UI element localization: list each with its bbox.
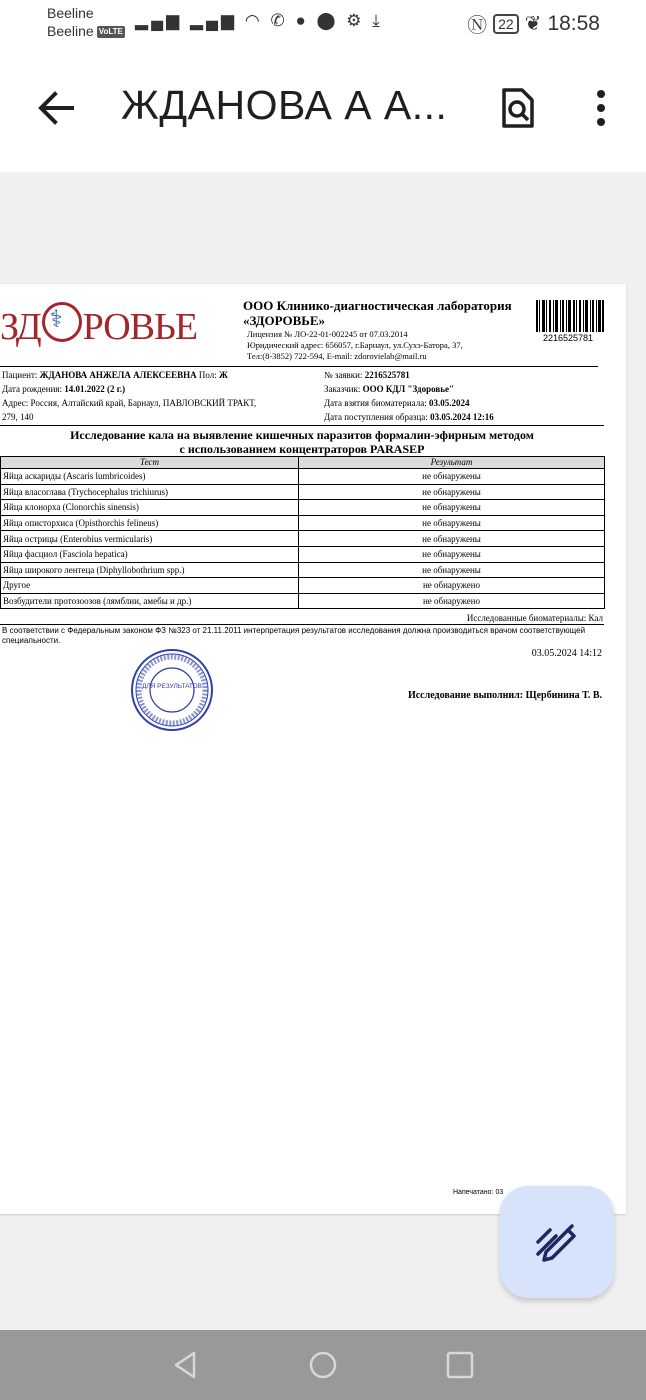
biomaterial-note: Исследованные биоматериалы: Кал [466,613,603,623]
column-header-test: Тест [1,457,299,469]
table-row: Яйца фасциол (Fasciola hepatica) не обнаружены [1,546,605,562]
app-bar [0,46,646,172]
result-date: 03.05.2024 14:12 [531,648,602,659]
nfc-icon: Ⓝ [467,15,488,37]
study-title: Исследование кала на выявление кишечных паразитов формалин-эфирным методом с использованием концентраторов PARASEP [70,428,534,456]
table-row: Яйца аскариды (Ascaris lumbricoides) не обнаружены [1,469,605,485]
birth-date: 14.01.2022 (2 г.) [64,384,126,394]
signal-2-icon: ▂▄▆ [189,11,238,30]
barcode-icon [536,300,604,332]
signal-icon: ▂▄▆ [135,11,183,30]
leaf-icon: ❦ [524,13,542,35]
results-table [0,456,605,609]
search-document-icon[interactable] [498,86,536,130]
status-bar [0,0,646,46]
arrival-date: 03.05.2024 12:16 [430,412,494,422]
divider [0,624,604,625]
divider [0,366,598,367]
nav-back-icon[interactable] [170,1350,200,1380]
org-details: Лицензия № ЛО-22-01-002245 от 07.03.2014 Юридический адрес: 656057, г.Барнаул, ул.Сухэ-Батора, 37, Тел:(8-3852) 722-594, E-mail: zdorovielab@mail.ru [247,329,463,361]
customer: ООО КДЛ "Здоровье" [362,384,454,394]
edit-annotate-button[interactable] [500,1186,614,1298]
order-number: 2216525781 [364,370,410,380]
wifi-icon: ◠ [244,11,263,30]
missed-call-icon: ✆ [270,11,288,30]
performed-by: Исследование выполнил: Щербинина Т. В. [407,690,602,701]
patient-name: ЖДАНОВА АНЖЕЛА АЛЕКСЕЕВНА [39,370,197,380]
org-name: ООО Клинико-диагностическая лаборатория «ЗДОРОВЬЕ» [243,298,512,328]
table-row: Яйца описторхиса (Opisthorchis felineus) не обнаружены [1,515,605,531]
document-title: ЖДАНОВА А А... [121,82,448,128]
barcode-number: 2216525781 [543,333,594,343]
table-header-row [1,457,605,469]
divider [0,425,604,426]
stamp-label: ДЛЯ РЕЗУЛЬТАТОВ [142,683,202,690]
battery-indicator: 22 [493,14,519,34]
chat-icon: ● [295,11,309,30]
volte-badge: VoLTE [98,27,123,37]
table-row: Яйца власоглава (Trychocephalus trichiurus) не обнаружены [1,484,605,500]
more-options-icon[interactable] [584,88,618,128]
location-icon: ⬤ [316,11,339,30]
back-arrow-icon[interactable] [36,88,76,128]
order-info: № заявки: 2216525781 Заказчик: ООО КДЛ "Здоровье" Дата взятия биоматериала: 03.05.2024 Дата поступления образца: 03.05.2024 12:16 [324,370,494,422]
system-nav-bar [0,1330,646,1400]
clinic-logo: ЗД⚕ РОВЬЕ [0,302,197,349]
nav-home-icon[interactable] [308,1350,338,1380]
download-icon: ⤓ [372,11,383,30]
table-row: Яйца широкого лентеца (Diphyllobothrium spp.) не обнаружены [1,562,605,578]
table-row: Возбудители протозоозов (лямблии, амебы и др.) не обнаружено [1,593,605,609]
lab-stamp [130,648,214,732]
table-row: Яйца острицы (Enterobius vermicularis) не обнаружены [1,531,605,547]
medical-emblem-icon [42,302,82,342]
printed-stamp: Напечатано: 03 [453,1189,504,1196]
patient-info: Пациент: ЖДАНОВА АНЖЕЛА АЛЕКСЕЕВНА Пол: Ж Дата рождения: 14.01.2022 (2 г.) Адрес: Россия, Алтайский край, Барнаул, ПАВЛОВСКИЙ ТРАКТ, 279, 140 [2,370,257,422]
table-row: Яйца клонорха (Clonorchis sinensis) не обнаружены [1,500,605,516]
table-row: Другое не обнаружено [1,578,605,594]
column-header-result: Результат [299,457,605,469]
carrier-info [47,4,125,40]
nav-recents-icon[interactable] [445,1350,475,1380]
sample-date: 03.05.2024 [428,398,470,408]
clock: 18:58 [547,11,600,35]
carrier-1: Beeline [47,5,94,21]
law-note: В соответствии с Федеральным законом ФЗ №323 от 21.11.2011 интерпретация результатов исследования должна производиться врачом соответствующей специальности. [2,626,586,645]
status-icons [135,11,383,31]
document-page [0,284,626,1214]
status-right [467,9,600,38]
pen-annotate-icon [534,1220,580,1264]
carrier-2: Beeline [47,23,94,39]
gear-icon: ⚙ [346,11,365,30]
